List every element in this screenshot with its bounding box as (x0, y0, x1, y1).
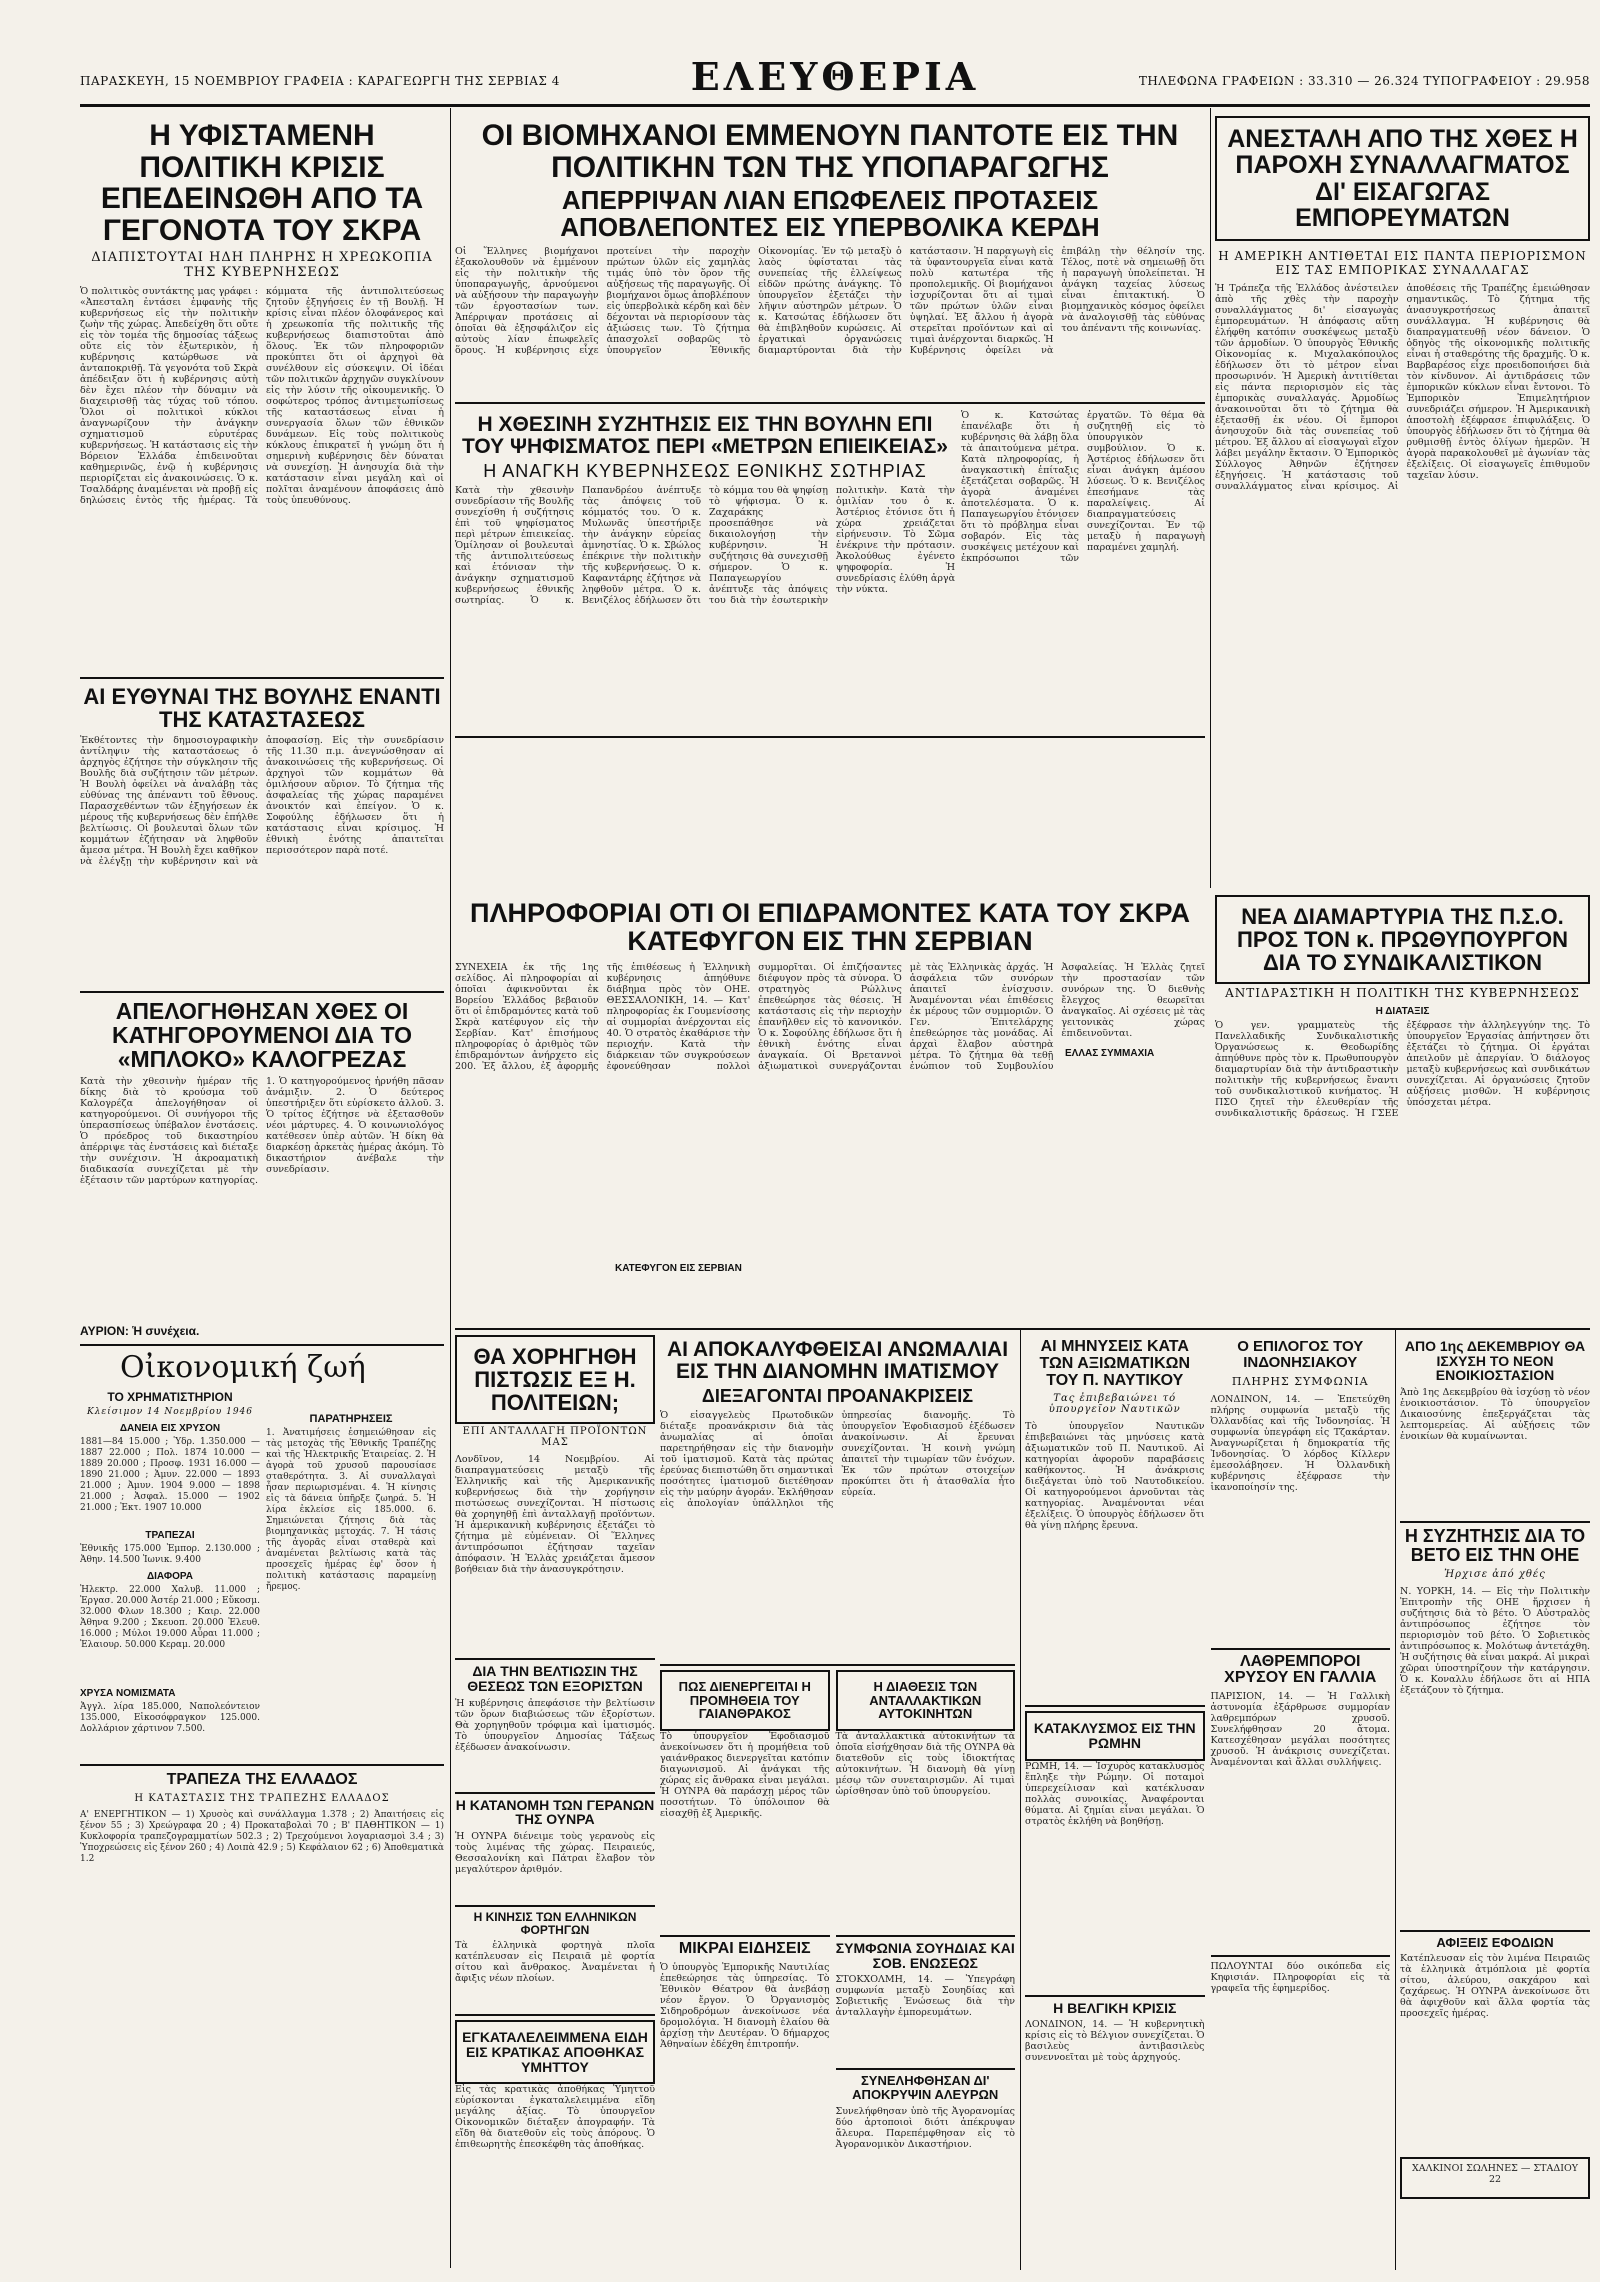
stock-exchange-date: Κλείσιμον 14 Νοεμβρίου 1946 (86, 1407, 254, 1418)
subhead-reactionary-policy: ΑΝΤΙΔΡΑΣΤΙΚΗ Η ΠΟΛΙΤΙΚΗ ΤΗΣ ΚΥΒΕΡΝΗΣΕΩΣ (1225, 986, 1580, 1001)
column-lower-a (455, 1335, 655, 2265)
article-body-sweden: ΣΤΟΚΧΟΛΜΗ, 14. — Ὑπεγράφη συμφωνία μεταξὺ Σουηδίας καὶ Σοβιετικῆς Ἑνώσεως διὰ τὴν ἀνταλλαγὴν ἐμπορευμάτων. (835, 1974, 1015, 2019)
defendants-continuation: ΑΥΡΙΟΝ: Ἡ συνέχεια. (80, 1323, 200, 1338)
headline-exiles: ΔΙΑ ΤΗΝ ΒΕΛΤΙΩΣΙΝ ΤΗΣ ΘΕΣΕΩΣ ΤΩΝ ΕΞΟΡΙΣΤΩΝ (467, 1663, 643, 1694)
article-body-rent: Ἀπὸ 1ης Δεκεμβρίου θὰ ἰσχύσῃ τὸ νέον ἐνοικιοστάσιον. Τὸ ὑπουργεῖον Δικαιοσύνης ἐπεξεργάζεται τὰς λεπτομερείας. Αἱ αὐξήσεις τῶν ἐνοικίων θὰ κυμαίνωνται. (1400, 1387, 1590, 1443)
headline-defendants: ΑΠΕΛΟΓΗΘΗΣΑΝ ΧΘΕΣ ΟΙ ΚΑΤΗΓΟΡΟΥΜΕΝΟΙ ΔΙΑ ΤΟ «ΜΠΛΟΚΟ» ΚΑΛΟΓΡΕΖΑΣ (112, 998, 412, 1073)
article-body-flour: Συνελήφθησαν ὑπὸ τῆς Ἀγορανομίας δύο ἀρτοποιοὶ διότι ἀπέκρυψαν ἄλευρα. Παρεπέμφθησαν εἰς τὸ Ἀγορανομικὸν Δικαστήριον. (835, 2105, 1015, 2150)
subhead-un-veto: Ἠρχισε ἀπό χθές (1444, 1568, 1546, 1580)
misc-table: Ἠλεκτρ. 22.000 Χαλυβ. 11.000 ; Ἐργασ. 20.000 Ἀστέρ 21.000 ; Εὔκοσμ. 32.000 Φλων 18.300 ; Καιρ. 22.000 Ἀθηνα 9.200 ; Σκευοπ. 20.000 Ἐλευθ. 16.000 ; Μύλοι 19.000 Αὖραι 11.000 ; Ἐλαιουρ. 50.000 Κεραμ. 20.000 (80, 1585, 260, 1651)
subhead-investigations: ΔΙΕΞΑΓΟΝΤΑΙ ΠΡΟΑΝΑΚΡΙΣΕΙΣ (701, 1386, 974, 1407)
headline-sweden-ussr: ΣΥΜΦΩΝΙΑ ΣΟΥΗΔΙΑΣ ΚΑΙ ΣΟΒ. ΕΝΩΣΕΩΣ (835, 1939, 1015, 1971)
skra-subsection-serbia: ΚΑΤΕΦΥΓΟΝ ΕΙΣ ΣΕΡΒΙΑΝ (615, 1263, 742, 1274)
article-body-classifieds: ΠΩΛΟΥΝΤΑΙ δύο οικόπεδα εἰς Κηφισιάν. Πληροφορίαι εἰς τὰ γραφεῖα τῆς ἐφημερίδος. (1210, 1961, 1390, 1995)
headline-rome-flood: ΚΑΤΑΚΛΥΣΜΟΣ ΕΙΣ ΤΗΝ ΡΩΜΗΝ (1033, 1720, 1196, 1752)
article-body-freighters: Τὰ ἑλληνικὰ φορτηγὰ πλοῖα κατέπλευσαν εἰς Πειραιᾶ μὲ φορτία σίτου καὶ ἄνθρακος. Ἀναμένεται ἡ ἄφιξις νέων πλοίων. (455, 1940, 655, 1985)
column-right-top (1215, 110, 1590, 890)
column-lower-d (1400, 1335, 1590, 2265)
headline-freighters: Η ΚΙΝΗΣΙΣ ΤΩΝ ΕΛΛΗΝΙΚΩΝ ΦΟΡΤΗΓΩΝ (473, 1910, 637, 1937)
article-body-cranes: Ἡ ΟΥΝΡΑ διένειμε τοὺς γερανοὺς εἰς τοὺς λιμένας τῆς χώρας. Πειραιεύς, Θεσσαλονίκη καὶ Πάτραι ἔλαβον τὸν μεγαλύτερον ἀριθμόν. (455, 1831, 655, 1876)
classified-box: ΧΑΛΚΙΝΟΙ ΣΩΛΗΝΕΣ — ΣΤΑΔΙΟΥ 22 (1411, 2163, 1579, 2186)
article-body-un-veto: Ν. ΥΟΡΚΗ, 14. — Εἰς τὴν Πολιτικὴν Ἐπιτροπὴν τῆς ΟΗΕ ἤρχισεν ἡ συζήτησις διὰ τὸ βέτο. Ὁ Αὐστραλὸς ἀντιπρόσωπος ἐζήτησε τὸν περιορισμὸν τοῦ βέτο. Ὁ Σοβιετικὸς ἀντιπρόσωπος κ. Μολότωφ ἀντετάχθη. Ἡ συζήτησις θὰ εἶναι μακρά. Αἱ μικραὶ χῶραι ὑποστηρίζουν τὴν κατάργησιν. Ὁ κ. Κοναλλυ ἐδήλωσε ὅτι αἱ ΗΠΑ ἐξετάζουν τὸ ζήτημα. (1400, 1585, 1590, 1696)
pso-provision: Η ΔΙΑΤΑΞΙΣ (1375, 1006, 1430, 1018)
column-lower-b (660, 1335, 1015, 2265)
article-body-skra: ΣΥΝΕΧΕΙΑ ἐκ τῆς 1ης σελίδος. Αἱ πληροφορίαι αἱ ὁποῖαι ἀφικνοῦνται ἐκ Βορείου Ἑλλάδος βεβαιοῦν ὅτι οἱ ἐπιδραμόντες κατὰ τοῦ Σκρὰ κατέφυγον εἰς τὴν Σερβίαν. Κατ' ἐπισήμους πληροφορίας ὁ ἀριθμὸς τῶν ἐπιδραμόντων ἀνήρχετο εἰς 200. Ἐξ ἄλλου, ἐξ ἀφορμῆς τῆς ἐπιθέσεως ἡ Ἑλληνικὴ κυβέρνησις ἀπηύθυνε διάβημα πρὸς τὸν ΟΗΕ. ΘΕΣΣΑΛΟΝΙΚΗ, 14. — Κατ' πληροφορίας ἐκ Γουμενίσσης αἱ συμμορίαι ἀνέρχονται εἰς 40. Ὁ στρατὸς ἐκαθάρισε τὴν περιοχήν. Κατὰ τὴν διάρκειαν τῶν συγκρούσεων ἐφονεύθησαν πολλοὶ συμμορῖται. Οἱ ἐπιζήσαντες διέφυγον πρὸς τὰ σύνορα. Ὁ στρατηγὸς Ρώλλινς ἐπεθεώρησε τὰς θέσεις. Ἡ κατάστασις εἰς τὴν περιοχὴν ἐπανῆλθεν εἰς τὸ κανονικόν. Ὁ κ. Σοφούλης ἐδήλωσε ὅτι ἡ ἐθνικὴ ἑνότης εἶναι ἀναγκαία. Οἱ Βρεταννοὶ ἀξιωματικοὶ συνεργάζονται μὲ τὰς Ἑλληνικὰς ἀρχάς. Ἡ ἀσφάλεια τῶν συνόρων ἀπαιτεῖ ἐνίσχυσιν. Ἀναμένονται νέαι ἐπιθέσεις ἐκ μέρους τῶν συμμοριῶν. Ὁ Γεν. Ἐπιτελάρχης ἐπεθεώρησε τὰς μονάδας. Αἱ ἀρχαὶ ἔλαβον αὐστηρὰ μέτρα. Τὸ ζήτημα θὰ τεθῇ ἐνώπιον τοῦ Συμβουλίου Ἀσφαλείας. Ἡ Ἑλλὰς ζητεῖ τὴν προστασίαν τῶν συνόρων της. Ὁ διεθνὴς ἔλεγχος θεωρεῖται ἀναγκαῖος. Αἱ σχέσεις μὲ τὰς γειτονικὰς χώρας ἐπιδεινοῦνται. (455, 961, 1205, 1072)
misc-title: ΔΙΑΦΟΡΑ (146, 1571, 194, 1583)
subhead-political-crisis: ΔΙΑΠΙΣΤΟΥΤΑΙ ΗΔΗ ΠΛΗΡΗΣ Η ΧΡΕΩΚΟΠΙΑ ΤΗΣ ΚΥΒΕΡΝΗΣΕΩΣ (91, 250, 433, 280)
subhead-full-agreement: ΠΛΗΡΗΣ ΣΥΜΦΩΝΙΑ (1231, 1374, 1369, 1388)
headline-credit-usa: ΘΑ ΧΟΡΗΓΗΘΗ ΠΙΣΤΩΣΙΣ ΕΞ Η. ΠΟΛΙΤΕΙΩΝ; (473, 1344, 637, 1416)
article-body-indonesia: ΛΟΝΔΙΝΟΝ, 14. — Ἐπετεύχθη πλήρης συμφωνία μεταξὺ τῆς Ὀλλανδίας καὶ τῆς Ἰνδονησίας. Ἡ συμφωνία ὑπεγράφη εἰς Τζακάρταν. Ἀναγνωρίζεται ἡ δημοκρατία τῆς Ἰνδονησίας. Ὁ λόρδος Κίλλερν ἐμεσολάβησεν. Ἡ Ὀλλανδικὴ κυβέρνησις ἐξέφρασε τὴν ἱκανοποίησίν της. (1210, 1393, 1390, 1493)
headline-cranes: Η ΚΑΤΑΝΟΜΗ ΤΩΝ ΓΕΡΑΝΩΝ ΤΗΣ ΟΥΝΡΑ (455, 1796, 655, 1828)
headline-supplies-arrival: ΑΦΙΞΕΙΣ ΕΦΟΔΙΩΝ (1436, 1934, 1554, 1950)
article-body-navy: Τὸ ὑπουργεῖον Ναυτικῶν ἐπιβεβαιώνει τὰς μηνύσεις κατὰ ἀξιωματικῶν τοῦ Π. Ναυτικοῦ. Αἱ κατηγορίαι ἀφοροῦν παραβάσεις καθήκοντος. Ἡ ἀνάκρισις διεξάγεται ὑπὸ τοῦ Ναυτοδικείου. Οἱ κατηγορούμενοι ἀρνοῦνται τὰς κατηγορίας. Ἀναμένονται νέαι ἐξελίξεις. Ὁ ὑπουργὸς ἐδήλωσεν ὅτι θὰ γίνῃ πλήρης ἔρευνα. (1025, 1421, 1205, 1532)
article-body-foreign-exchange: Ἡ Τράπεζα τῆς Ἑλλάδος ἀνέστειλεν ἀπὸ τῆς χθὲς τὴν παροχὴν συναλλάγματος δι' εἰσαγωγὰς ἐμπορευμάτων. Ἡ ἀπόφασις αὕτη ἐλήφθη κατόπιν συσκέψεως μεταξὺ τῶν ἁρμοδίων. Ὁ ὑπουργὸς Ἐθνικῆς Οἰκονομίας κ. Μιχαλακόπουλος ἐδήλωσεν ὅτι τὸ μέτρον εἶναι προσωρινόν. Ἡ Ἀμερικὴ ἀντιτίθεται εἰς πάντα περιορισμὸν εἰς τὰς ἐμπορικὰς συναλλαγάς. Ἀρμοδίως ἀνακοινοῦται ὅτι τὸ ζήτημα θὰ ἐξετασθῇ ἐκ νέου. Οἱ ἔμποροι ἀνησυχοῦν διὰ τὰς συνεπείας τοῦ μέτρου. Ἐξ ἄλλου αἱ εἰσαγωγαὶ εἴχον λάβει μεγάλην ἔκτασιν. Ὁ Ἐμπορικὸς Σύλλογος Ἀθηνῶν ἐζήτησεν ἐξηγήσεις. Ἡ κατάστασις τοῦ συναλλάγματος εἶναι κρίσιμος. Αἱ ἀποθέσεις τῆς Τραπέζης ἐμειώθησαν σημαντικῶς. Τὸ ζήτημα τῆς ἀνασυγκροτήσεως ἀπαιτεῖ συνάλλαγμα. Ἡ κυβέρνησις θὰ διαπραγματευθῇ νέον δάνειον. Ὁ ὁδηγὸς τῆς οἰκονομικῆς πολιτικῆς εἶναι ἡ σταθερότης τῆς δραχμῆς. Ὁ κ. Βαρβαρέσος εἶχε προειδοποιήσει διὰ τὸν κίνδυνον. Αἱ ἀντιδράσεις τῶν ἐμπορικῶν κύκλων εἶναι ἔντονοι. Τὸ Ἐμπορικὸν Ἐπιμελητήριον συνεδριάζει σήμερον. Ἡ Ἀμερικανικὴ ἀποστολὴ ἐξέφρασε ἐπιφυλάξεις. Ὁ ὑπουργὸς ἐδήλωσεν ὅτι τὸ ζήτημα θὰ ρυθμισθῇ ἐντὸς ὀλίγων ἡμερῶν. Ἡ ἀγορὰ παρακολουθεῖ μὲ ἀγωνίαν τὰς ἐξελίξεις. Οἱ εἰσαγωγεῖς ἐπιθυμοῦν ταχεῖαν λύσιν. (1215, 283, 1590, 492)
section-skra (455, 895, 1205, 1325)
article-body-industrialists: Οἱ Ἕλληνες βιομήχανοι ἐξακολουθοῦν νὰ ἐμμένουν εἰς τὴν πολιτικὴν τῆς ὑποπαραγωγῆς, ἀρνούμενοι νὰ αὐξήσουν τὴν παραγωγὴν τῶν ἐργοστασίων των. Ἀπέρριψαν προτάσεις αἱ ὁποῖαι θὰ ἐξησφάλιζον εἰς αὐτοὺς λίαν ἐπωφελεῖς ὅρους. Ἡ κυβέρνησις εἶχε προτείνει τὴν παροχὴν πρώτων ὑλῶν εἰς χαμηλὰς τιμάς ὑπὸ τὸν ὅρον τῆς αὐξήσεως τῆς παραγωγῆς. Οἱ βιομήχανοι ὅμως ἀποβλέπουν εἰς ὑπερβολικὰ κέρδη καὶ δὲν δέχονται νὰ περιορίσουν τὰς ἀξιώσεις των. Τὸ ζήτημα ἀπασχολεῖ σοβαρῶς τὸ ὑπουργεῖον Ἐθνικῆς Οἰκονομίας. Ἐν τῷ μεταξὺ ὁ λαὸς ὑφίσταται τὰς συνεπείας τῆς ἐλλείψεως εἰδῶν πρώτης ἀνάγκης. Τὸ ὑπουργεῖον ἐξετάζει τὴν λῆψιν αὐστηρῶν μέτρων. Ὁ κ. Κατσώτας ἐδήλωσεν ὅτι θὰ ἐπιβληθοῦν κυρώσεις. Αἱ ἐργατικαὶ ὀργανώσεις διαμαρτύρονται διὰ τὴν κατάστασιν. Ἡ παραγωγὴ εἰς τὰ ὑφαντουργεῖα εἶναι κατὰ πολὺ κατωτέρα τῆς προπολεμικῆς. Οἱ βιομήχανοι ἰσχυρίζονται ὅτι αἱ τιμαὶ τῶν πρώτων ὑλῶν εἶναι ὑψηλαί. Ἐξ ἄλλου ἡ ἀγορὰ στερεῖται προϊόντων καὶ αἱ τιμαὶ ἀνέρχονται διαρκῶς. Ἡ Κυβέρνησις ὀφείλει νὰ ἐπιβάλῃ τὴν θέλησίν της. Τέλος, ποτὲ νὰ σημειωθῇ ὅτι ἡ παραγωγὴ ὑπολείπεται. Ἡ ἀνάγκη ταχείας λύσεως εἶναι ἐπιτακτική. Ὁ βιομηχανικὸς κόσμος ὀφείλει νὰ ἀναλογισθῇ τὰς εὐθύνας του ἀπέναντι τῆς κοινωνίας. (455, 245, 1205, 356)
headline-political-crisis: Η ΥΦΙΣΤΑΜΕΝΗ ΠΟΛΙΤΙΚΗ ΚΡΙΣΙΣ ΕΠΕΔΕΙΝΩΘΗ ΑΠΟ ΤΑ ΓΕΓΟΝΟΤΑ ΤΟΥ ΣΚΡΑ (100, 119, 424, 247)
article-body-pso: Ὁ γεν. γραμματεὺς τῆς Πανελλαδικῆς Συνδικαλιστικῆς Ὀργανώσεως κ. Θεοδωρίδης ἀπηύθυνε πρὸς τὸν κ. Πρωθυπουργὸν διαμαρτυρίαν διὰ τὴν ἀντιδραστικὴν πολιτικὴν τῆς κυβερνήσεως ἔναντι τοῦ συνδικαλιστικοῦ κινήματος. Ἡ ΠΣΟ ζητεῖ τὴν ἐλευθερίαν τῆς συνδικαλιστικῆς δράσεως. Ἡ ΓΣΕΕ ἐξέφρασε τὴν ἀλληλεγγύην της. Τὸ ὑπουργεῖον Ἐργασίας ἀπήντησεν ὅτι ἐξετάζει τὸ ζήτημα. Οἱ ἐργάται ἀπειλοῦν μὲ ἀπεργίαν. Ὁ διάλογος μεταξὺ κυβερνήσεως καὶ συνδικάτων συνεχίζεται. Αἱ ὀργανώσεις ζητοῦν αὐξήσεις μισθῶν. Ἡ κυβέρνησις ὑπόσχεται μέτρα. (1215, 1020, 1590, 1120)
gold-coins-title: ΧΡΥΣΑ ΝΟΜΙΣΜΑΤΑ (80, 1688, 176, 1700)
article-body-industrialists-cont: Ὁ κ. Κατσώτας ἐπανέλαβε ὅτι ἡ κυβέρνησις θὰ λάβῃ ὅλα τὰ ἀπαιτούμενα μέτρα. Κατὰ πληροφορίας, ἡ ἀναγκαστικὴ ἐπίταξις ἐξετάζεται σοβαρῶς. Ἡ ἀγορὰ ἀναμένει ἀποτελέσματα. Ὁ κ. Παπαγεωργίου ἐτόνισεν ὅτι τὸ πρόβλημα εἶναι σοβαρόν. Εἰς τὰς συσκέψεις μετέχουν καὶ ἐκπρόσωποι τῶν ἐργατῶν. Τὸ θέμα θὰ συζητηθῇ εἰς τὸ ὑπουργικὸν συμβούλιον. Ὁ κ. Ἀστέριος ἐδήλωσεν ὅτι εἶναι ἀνάγκη ἀμέσου λύσεως. Ὁ κ. Βενιζέλος ἐπεσήμανε τὰς παραλείψεις. Αἱ διαπραγματεύσεις συνεχίζονται. Ἐν τῷ μεταξὺ ἡ παραγωγὴ παραμένει χαμηλή. (961, 409, 1205, 564)
gold-loans-table: 1881—84 15.000 ; Ὑδρ. 1.350.000 — 1887 22.000 ; Πολ. 1874 10.000 — 1889 20.000 ; Προσφ. 1931 16.000 — 1890 21.000 ; Ἀμυν. 22.000 — 1893 21.000 ; Ἀμυν. 1904 9.000 — 1898 21.000 ; Ἀσφαλ. 15.000 — 1902 21.000 ; Ἐκτ. 1907 10.000 (80, 1437, 260, 1514)
headline-parliament-responsibility: ΑΙ ΕΥΘΥΝΑΙ ΤΗΣ ΒΟΥΛΗΣ ΕΝΑΝΤΙ ΤΗΣ ΚΑΤΑΣΤΑΣΕΩΣ (83, 684, 441, 733)
article-body-abandoned-goods: Εἰς τὰς κρατικὰς ἀποθήκας Ὑμηττοῦ εὑρίσκονται ἐγκαταλελειμμένα εἴδη μεγάλης ἀξίας. Τὸ ὑπουργεῖον Οἰκονομικῶν διέταξεν ἀπογραφήν. Τὰ εἴδη θὰ διατεθοῦν εἰς τοὺς ἀπόρους. Ὁ ἐπιθεωρητὴς ἐπεσκέφθη τὰς ἀποθήκας. (455, 2084, 655, 2151)
article-body-credit-usa: Λονδῖνον, 14 Νοεμβρίου. Αἱ διαπραγματεύσεις μεταξὺ τῆς Ἑλληνικῆς καὶ τῆς Ἀμερικανικῆς κυβερνήσεως διὰ τὴν χορήγησιν πιστώσεως συνεχίζονται. Ἡ πίστωσις θὰ χορηγηθῇ ἐπὶ ἀνταλλαγῇ προϊόντων. Ἡ ἀμερικανικὴ κυβέρνησις ἐξετάζει τὸ ζήτημα μὲ εὐμένειαν. Οἱ Ἕλληνες ἀντιπρόσωποι ἐζήτησαν ταχεῖαν ἀπόφασιν. Ἡ Ἑλλὰς χρειάζεται ἄμεσον βοήθειαν διὰ τὴν ἀνασυγκρότησιν. (455, 1454, 655, 1576)
subhead-industrialists: ΑΠΕΡΡΙΨΑΝ ΛΙΑΝ ΕΠΩΦΕΛΕΙΣ ΠΡΟΤΑΣΕΙΣ ΑΠΟΒΛΕΠΟΝΤΕΣ ΕΙΣ ΥΠΕΡΒΟΛΙΚΑ ΚΕΡΔΗ (560, 185, 1100, 243)
article-body-exiles: Ἡ κυβέρνησις ἀπεφάσισε τὴν βελτίωσιν τῶν ὅρων διαβιώσεως τῶν ἐξορίστων. Θὰ χορηγηθοῦν τρόφιμα καὶ ἱματισμός. Τὸ ὑπουργεῖον Δημοσίας Τάξεως ἐξέδωσεν ἀνακοίνωσιν. (455, 1697, 655, 1753)
subhead-navy-suits: Τας ἐπιβεβαιώνει τό ὑπουργεῖον Ναυτικῶν (1048, 1393, 1181, 1416)
bank-of-greece-table: Α' ΕΝΕΡΓΗΤΙΚΟΝ — 1) Χρυσὸς καὶ συνάλλαγμα 1.378 ; 2) Ἀπαιτήσεις εἰς ξένον 55 ; 3) Χρεώγραφα 20 ; 4) Προκαταβολαὶ 70 ; Β' ΠΑΘΗΤΙΚΟΝ — 1) Κυκλοφορία τραπεζογραμματίων 502.3 ; 2) Τρεχούμενοι λογαριασμοὶ 3.4 ; 3) Ὑποχρεώσεις εἰς ξένον 260 ; 4) Λοιπὰ 42.9 ; 5) Κεφάλαιον 62 ; 6) Ἀποθεματικὰ 1.2 (80, 1809, 444, 1864)
headline-pso-protest: ΝΕΑ ΔΙΑΜΑΡΤΥΡΙΑ ΤΗΣ Π.Σ.Ο. ΠΡΟΣ ΤΟΝ κ. ΠΡΩΘΥΠΟΥΡΓΟΝ ΔΙΑ ΤΟ ΣΥΝΔΙΚΑΛΙΣΤΙΚΟΝ (1237, 904, 1568, 976)
subhead-credit-usa: ΕΠΙ ΑΝΤΑΛΛΑΓΗ ΠΡΟΪΟΝΤΩΝ ΜΑΣ (462, 1426, 648, 1449)
article-body-rome: ΡΩΜΗ, 14. — Ἰσχυρὸς κατακλυσμὸς ἔπληξε τὴν Ρώμην. Οἱ ποταμοὶ ὑπερεχείλισαν καὶ κατέκλυσαν πολλὰς συνοικίας. Ἀναφέρονται θύματα. Αἱ ζημίαι εἶναι μεγάλαι. Ὁ στρατὸς ἐκλήθη νὰ βοηθήσῃ. (1025, 1760, 1205, 1827)
article-body-defendants: Κατὰ τὴν χθεσινὴν ἡμέραν τῆς δίκης διὰ τὸ κρούσμα τοῦ Καλογρέζα ἀπελογήθησαν οἱ κατηγορούμενοι. Οἱ συνήγοροι τῆς ὑπερασπίσεως ὑπέβαλον ἐνστάσεις. Ὁ πρόεδρος τοῦ δικαστηρίου ἀπέρριψε τὰς ἐνστάσεις καὶ διέταξε τὴν συνέχισιν. Ἡ ἀκροαματικὴ διαδικασία συνεχίζεται μὲ τὴν ἐξέτασιν τῶν μαρτύρων κατηγορίας. 1. Ὁ κατηγορούμενος ἠρνήθη πᾶσαν ἀνάμιξιν. 2. Ὁ δεύτερος ὑπεστήριξεν ὅτι εὑρίσκετο ἀλλοῦ. 3. Ὁ τρίτος ἐζήτησε νὰ ἐξετασθοῦν νέοι μάρτυρες. 4. Ὁ κοινωνιολόγος κατέθεσεν ὑπὲρ αὐτῶν. Ἡ δίκη θὰ διαρκέσῃ ἀρκετὰς ἡμέρας ἀκόμη. Τὸ δικαστήριον ἀνέβαλε τὴν συνεδρίασιν. (80, 1075, 444, 1186)
subhead-america-trade: Η ΑΜΕΡΙΚΗ ΑΝΤΙΘΕΤΑΙ ΕΙΣ ΠΑΝΤΑ ΠΕΡΙΟΡΙΣΜΟΝ ΕΙΣ ΤΑΣ ΕΜΠΟΡΙΚΑΣ ΣΥΝΑΛΛΑΓΑΣ (1218, 249, 1587, 277)
article-body-parliament: Ἐκθέτοντες τὴν δημοσιογραφικὴν ἀντίληψιν τὴς καταστάσεως ὁ ἀρχηγὸς ἐζήτησε τὴν σύγκλησιν τῆς Βουλῆς διὰ συζήτησιν τῶν μέτρων. Ἡ Βουλὴ ὀφείλει νὰ ἀναλάβῃ τὰς εὐθύνας της ἀπέναντι τοῦ ἔθνους. Παρασχεθέντων τῶν ἐξηγήσεων ἐκ μέρους τῆς κυβερνήσεως δὲν ἐπήλθε βελτίωσις. Οἱ βουλευταὶ ὅλων τῶν κομμάτων ἐζήτησαν νὰ ληφθοῦν ἄμεσα μέτρα. Ἡ Βουλὴ ἔχει καθῆκον νὰ ἐλέγξῃ τὴν κυβέρνησιν καὶ νὰ ἀποφασίσῃ. Εἰς τὴν συνεδρίασιν τῆς 11.30 π.μ. ἀνεγνώσθησαν αἱ ἀνακοινώσεις τῆς κυβερνήσεως. Οἱ ἀρχηγοὶ τῶν κομμάτων θὰ ὁμιλήσουν αὔριον. Τὸ ζήτημα τῆς ἀσφαλείας τῆς χώρας παραμένει ἀνοικτόν καὶ ἐπείγον. Ὁ κ. Σοφούλης ἐδήλωσεν ὅτι ἡ κατάστασις εἶναι κρίσιμος. Ἡ ἐθνικὴ ἑνότης ἀπαιτεῖται περισσότερον παρὰ ποτέ. (80, 735, 444, 868)
masthead (80, 54, 1590, 107)
gold-loans-title: ΔΑΝΕΙΑ ΕΙΣ ΧΡΥΣΟΝ (119, 1423, 221, 1435)
gold-coins-text: Ἀγγλ. λίρα 185.000, Ναπολεόντειον 135.000, Εἰκοσόφραγκον 125.000. Δολλάριον χάρτινον 7.500. (80, 1702, 260, 1735)
observations-title: ΠΑΡΑΤΗΡΗΣΕΙΣ (309, 1413, 393, 1426)
article-body-car-parts: Τὰ ἀνταλλακτικὰ αὐτοκινήτων τὰ ὁποῖα εἰσήχθησαν διὰ τῆς ΟΥΝΡΑ θὰ διατεθοῦν εἰς τοὺς ἰδιοκτήτας αὐτοκινήτων. Ἡ διανομὴ θὰ γίνῃ μέσῳ τῶν συνεταιρισμῶν. Αἱ τιμαὶ ὡρίσθησαν ὑπὸ τοῦ ὑπουργείου. (835, 1730, 1015, 1797)
article-body-political-crisis: Ὁ πολιτικὸς συντάκτης μας γράφει : «Ἀπεσταλη ἐντάσει ἐμφανὴς τῆς κυβερνήσεως εἰς τὴν πολιτικὴν ζωὴν τῆς χώρας. Ἀπεδείχθη ὅτι οὔτε εἰς τὸν τομέα τῆς δημοσίας τάξεως οὔτε εἰς τὸν ἐξωτερικὸν, ἡ κυβέρνησις κατώρθωσε νὰ ἀνταποκριθῇ. Τὰ γεγονότα τοῦ Σκρὰ ἀπέδειξαν ὅτι ἡ κυβέρνησις αὐτὴ δὲν ἔχει πλέον τὴν δύναμιν νὰ διαχειρισθῇ τὰς τύχας τοῦ τόπου. Ὅλοι οἱ πολιτικοὶ κύκλοι ἀναγνωρίζουν τὴν ἀνάγκην σχηματισμοῦ εὐρυτέρας κυβερνήσεως. Ἡ κατάστασις εἰς τὴν Βόρειον Ἑλλάδα ἐπιδεινοῦται καθημερινῶς, ἐνῷ ἡ κυβέρνησις περιορίζεται εἰς ἀνακοινώσεις. Ὁ κ. Τσαλδάρης ἀναμένεται νὰ προβῇ εἰς δηλώσεις ἐντὸς τῆς ἡμέρας. Τὰ κόμματα τῆς ἀντιπολιτεύσεως ζητοῦν ἐξηγήσεις ἐν τῇ Βουλῇ. Ἡ κρίσις εἶναι πλέον ὁλοφάνερος καὶ ἡ χρεωκοπία τῆς πολιτικῆς τῆς κυβερνήσεως διαπιστοῦται ἀπὸ ὅλους. Ἐκ τῶν πληροφοριῶν προκύπτει ὅτι οἱ ἀρχηγοὶ θὰ συνέλθουν εἰς σύσκεψιν. Οἱ ἰδέαι τῶν πολιτικῶν ἀρχηγῶν συγκλίνουν εἰς τὴν λύσιν τῆς οἰκουμενικῆς. Ὁ σοφώτερος τρόπος ἀντιμετωπίσεως τῆς καταστάσεως εἶναι ἡ συνεργασία ὅλων τῶν ἐθνικῶν δυνάμεων. Εἰς τοὺς πολιτικοὺς κύκλους ἐπικρατεῖ ἡ γνώμη ὅτι ἡ σημερινὴ κυβέρνησις δὲν δύναται νὰ συνεχίσῃ. Ἡ ἀνησυχία διὰ τὴν κατάστασιν εἶναι μεγάλη καὶ οἱ πολῖται ἀναμένουν ἀποφάσεις ἀπὸ τοὺς ὑπευθύνους. (80, 286, 444, 506)
newspaper-title: ΕΛΕΥΘΕΡΙΑ (690, 54, 980, 99)
headline-un-veto: Η ΣΥΖΗΤΗΣΙΣ ΔΙΑ ΤΟ ΒΕΤΟ ΕΙΣ ΤΗΝ ΟΗΕ (1404, 1526, 1586, 1565)
headline-navy-suits: ΑΙ ΜΗΝΥΣΕΙΣ ΚΑΤΑ ΤΩΝ ΑΞΙΩΜΑΤΙΚΩΝ ΤΟΥ Π. ΝΑΥΤΙΚΟΥ (1039, 1338, 1191, 1389)
article-body-smugglers: ΠΑΡΙΣΙΟΝ, 14. — Ἡ Γαλλικὴ ἀστυνομία ἐξάρθρωσε συμμορίαν λαθρεμπόρων χρυσοῦ. Συνελήφθησαν 20 ἄτομα. Κατεσχέθησαν μεγάλαι ποσότητες χρυσοῦ. Ἡ ἀνάκρισις συνεχίζεται. Ἀναμένονται καὶ ἄλλαι συλλήψεις. (1210, 1691, 1390, 1769)
article-body-supplies: Κατέπλευσαν εἰς τὸν λιμένα Πειραιῶς τὰ ἑλληνικὰ ἀτμόπλοια μὲ φορτία σίτου, ἀλεύρου, σακχάρου καὶ ζαχάρεως. Ἡ ΟΥΝΡΑ ἀνεκοίνωσε ὅτι θὰ ἀφιχθοῦν καὶ ἄλλα φορτία τὰς προσεχεῖς ἡμέρας. (1400, 1953, 1590, 2020)
article-body-coal: Τὸ ὑπουργεῖον Ἐφοδιασμοῦ ἀνεκοίνωσεν ὅτι ἡ προμήθεια τοῦ γαιάνθρακος διενεργεῖται κατόπιν διαγωνισμοῦ. Αἱ ἀνάγκαι τῆς χώρας εἰς ἄνθρακα εἶναι μεγάλαι. Ἡ ΟΥΝΡΑ θὰ παράσχῃ μέρος τῶν ποσοτήτων. Τὸ ὑπόλοιπον θὰ εἰσαχθῇ ἐξ Ἀμερικῆς. (660, 1730, 830, 1819)
headline-belgian-crisis: Η ΒΕΛΓΙΚΗ ΚΡΙΣΙΣ (1053, 1999, 1177, 2016)
headline-rent-control: ΑΠΟ 1ης ΔΕΚΕΜΒΡΙΟΥ ΘΑ ΙΣΧΥΣΗ ΤΟ ΝΕΟΝ ΕΝΟΙΚΙΟΣΤΑΣΙΟΝ (1404, 1338, 1586, 1384)
column-lower-c (1025, 1335, 1390, 2265)
masthead-phones: ΤΗΛΕΦΩΝΑ ΓΡΑΦΕΙΩΝ : 33.310 — 26.324 ΤΥΠΟΓΡΑΦΕΙΟΥ : 29.958 (1138, 74, 1590, 88)
column-middle (455, 110, 1205, 890)
headline-car-parts: Η ΔΙΑΘΕΣΙΣ ΤΩΝ ΑΝΤΑΛΛΑΚΤΙΚΩΝ ΑΥΤΟΚΙΝΗΤΩΝ (869, 1678, 982, 1722)
headline-short-news: ΜΙΚΡΑΙ ΕΙΔΗΣΕΙΣ (678, 1939, 811, 1957)
column-right-mid (1215, 895, 1590, 1325)
headline-skra-serbia: ΠΛΗΡΟΦΟΡΙΑΙ ΟΤΙ ΟΙ ΕΠΙΔΡΑΜΟΝΤΕΣ ΚΑΤΑ ΤΟΥ ΣΚΡΑ ΚΑΤΕΦΥΓΟΝ ΕΙΣ ΤΗΝ ΣΕΡΒΙΑΝ (469, 898, 1191, 957)
headline-indonesia: Ο ΕΠΙΛΟΓΟΣ ΤΟΥ ΙΝΔΟΝΗΣΙΑΚΟΥ (1237, 1338, 1364, 1371)
article-body-short-news: Ὁ ὑπουργὸς Ἐμπορικῆς Ναυτιλίας ἐπεθεώρησε τὰς ὑπηρεσίας. Τὸ Ἐθνικὸν Θέατρον θὰ ἀνεβάσῃ νέον ἔργον. Ὁ Ὀργανισμὸς Σιδηροδρόμων ἀνεκοίνωσε νέα δρομολόγια. Ἡ διανομὴ ἐλαίου θὰ ἀρχίσῃ τὴν Δευτέραν. Ὁ δήμαρχος Ἀθηναίων ἐδέχθη ἐπιτροπήν. (660, 1961, 830, 2050)
article-body-parliament-debate: Κατὰ τὴν χθεσινὴν συνεδρίασιν τῆς Βουλῆς συνεχίσθη ἡ συζήτησις ἐπὶ τοῦ ψηφίσματος περὶ μέτρων ἐπιεικείας. Ὁμίλησαν οἱ βουλευταὶ τῆς ἀντιπολιτεύσεως καὶ ἐτόνισαν τὴν ἀνάγκην σχηματισμοῦ κυβερνήσεως ἐθνικῆς σωτηρίας. Ὁ κ. Παπανδρέου ἀνέπτυξε τὰς ἀπόψεις τοῦ κόμματός του. Ὁ κ. Μυλωνᾶς ὑπεστήριξε τὴν ἀνάγκην εὐρείας ἀμνηστίας. Ὁ κ. Σβώλος ἐπέκρινε τὴν πολιτικὴν τῆς κυβερνήσεως. Ὁ κ. Καφαντάρης ἐζήτησε νὰ ληφθοῦν μέτρα. Ὁ κ. Βενιζέλος ἐδήλωσεν ὅτι τὸ κόμμα του θὰ ψηφίσῃ τὸ ψήφισμα. Ὁ κ. Ζαχαράκης προσεπάθησε νὰ δικαιολογήσῃ τὴν κυβέρνησιν. Ἡ συζήτησις θὰ συνεχισθῇ σήμερον. Ὁ κ. Παπαγεωργίου ἀνέπτυξε τὰς ἀπόψεις του διὰ τὴν ἐσωτερικὴν πολιτικὴν. Κατὰ τὴν ὁμιλίαν του ὁ κ. Ἀστέριος ἐτόνισε ὅτι ἡ χώρα χρειάζεται εἰρήνευσιν. Τὸ Σῶμα ἐνέκρινε τὴν πρότασιν. Ἀκολούθως ἐγένετο ψηφοφορία. Ἡ συνεδρίασις ἐλύθη ἀργὰ τὴν νύκτα. (455, 484, 955, 606)
headline-gold-smugglers: ΛΑΘΡΕΜΠΟΡΟΙ ΧΡΥΣΟΥ ΕΝ ΓΑΛΛΙΑ (1224, 1652, 1377, 1687)
skra-subsection-ellas: ΕΛΛΑΣ ΣΥΜΜΑΧΙΑ (1065, 1048, 1155, 1059)
stock-exchange-title: ΤΟ ΧΡΗΜΑΤΙΣΤΗΡΙΟΝ (107, 1390, 233, 1405)
headline-clothing-anomalies: ΑΙ ΑΠΟΚΑΛΥΦΘΕΙΣΑΙ ΑΝΩΜΑΛΙΑΙ ΕΙΣ ΤΗΝ ΔΙΑΝΟΜΗΝ ΙΜΑΤΙΣΜΟΥ (666, 1338, 1009, 1384)
headline-parliament-debate: Η ΧΘΕΣΙΝΗ ΣΥΖΗΤΗΣΙΣ ΕΙΣ ΤΗΝ ΒΟΥΛΗΝ ΕΠΙ ΤΟΥ ΨΗΦΙΣΜΑΤΟΣ ΠΕΡΙ «ΜΕΤΡΩΝ ΕΠΙΕΙΚΕΙΑΣ» (461, 412, 948, 458)
column-left (80, 110, 444, 2270)
observations-text: 1. Ἀνατιμήσεις ἐσημειώθησαν εἰς τὰς μετοχὰς τῆς Ἐθνικῆς Τραπέζης καὶ τῆς Ἠλεκτρικῆς Ἑταιρείας. 2. Ἡ ἀγορὰ τοῦ χρυσοῦ παρουσίασε σταθερότητα. 3. Αἱ συναλλαγαὶ ἦσαν περιωρισμέναι. 4. Ἡ κίνησις εἰς τὰ δάνεια ὑπῆρξε ζωηρά. 5. Ἡ λίρα ἐκλείσε εἰς 185.000. 6. Σημειώνεται ζήτησις διὰ τὰς βιομηχανικὰς μετοχάς. 7. Ἡ τάσις τῆς ἀγορᾶς εἶναι σταθερὰ καὶ ἀναμένεται βελτίωσις κατὰ τὰς προσεχεῖς ἡμέρας ἐφ' ὅσον ἡ πολιτικὴ κατάστασις παραμείνῃ ἤρεμος. (266, 1428, 436, 1593)
masthead-dateline: ΠΑΡΑΣΚΕΥΗ, 15 ΝΟΕΜΒΡΙΟΥ ΓΡΑΦΕΙΑ : ΚΑΡΑΓΕΩΡΓΗ ΤΗΣ ΣΕΡΒΙΑΣ 4 (80, 74, 560, 88)
bank-of-greece-title: ΤΡΑΠΕΖΑ ΤΗΣ ΕΛΛΑΔΟΣ (166, 1771, 358, 1789)
headline-industrialists: ΟΙ ΒΙΟΜΗΧΑΝΟΙ ΕΜΜΕΝΟΥΝ ΠΑΝΤΟΤΕ ΕΙΣ ΤΗΝ ΠΟΛΙΤΙΚΗΝ ΤΩΝ ΤΗΣ ΥΠΟΠΑΡΑΓΩΓΗΣ (481, 119, 1179, 184)
subhead-national-salvation: Η ΑΝΑΓΚΗ ΚΥΒΕΡΝΗΣΕΩΣ ΕΘΝΙΚΗΣ ΣΩΤΗΡΙΑΣ (483, 460, 927, 481)
headline-flour-arrests: ΣΥΝΕΛΗΦΘΗΣΑΝ ΔΙ' ΑΠΟΚΡΥΨΙΝ ΑΛΕΥΡΩΝ (852, 2073, 999, 2102)
banks-table: Ἐθνικῆς 175.000 Ἐμπορ. 2.130.000 ; Ἀθην. 14.500 Ἰωνικ. 9.400 (80, 1544, 260, 1566)
article-body-clothing: Ὁ εἰσαγγελεὺς Πρωτοδικῶν διέταξε προανάκρισιν διὰ τὰς ἀνωμαλίας αἱ ὁποῖαι παρετηρήθησαν εἰς τὴν διανομὴν τοῦ ἱματισμοῦ. Κατὰ τὰς πρώτας ἐρεύνας διεπιστώθη ὅτι σημαντικαὶ ποσότητες ἱματισμοῦ διετέθησαν εἰς τὴν μαύρην ἀγοράν. Ἐκλήθησαν εἰς ἀπολογίαν ὑπάλληλοι τῆς ὑπηρεσίας διανομῆς. Τὸ ὑπουργεῖον Ἐφοδιασμοῦ ἐξέδωσεν ἀνακοίνωσιν. Αἱ ἔρευναι συνεχίζονται. Ἡ κοινὴ γνώμη ἀπαιτεῖ τὴν τιμωρίαν τῶν ἐνόχων. Ἐκ τῶν πρώτων στοιχείων προκύπτει ὅτι ἡ ἀτασθαλία ἦτο εὐρεία. (660, 1409, 1015, 1509)
bank-of-greece-sub: Η ΚΑΤΑΣΤΑΣΙΣ ΤΗΣ ΤΡΑΠΕΖΗΣ ΕΛΛΑΔΟΣ (134, 1792, 390, 1804)
section-economic-life: Οἰκονομική ζωή (120, 1349, 366, 1385)
article-body-belgian: ΛΟΝΔΙΝΟΝ, 14. — Ἡ κυβερνητικὴ κρίσις εἰς τὸ Βέλγιον συνεχίζεται. Ὁ βασιλεὺς ἀντιβασιλεὺς συνεννοεῖται μὲ τοὺς ἀρχηγούς. (1025, 2019, 1205, 2064)
headline-coal-supply: ΠΩΣ ΔΙΕΝΕΡΓΕΙΤΑΙ Η ΠΡΟΜΗΘΕΙΑ ΤΟΥ ΓΑΙΑΝΘΡΑΚΟΣ (678, 1678, 811, 1722)
headline-abandoned-goods: ΕΓΚΑΤΑΛΕΛΕΙΜΜΕΝΑ ΕΙΔΗ ΕΙΣ ΚΡΑΤΙΚΑΣ ΑΠΟΘΗΚΑΣ ΥΜΗΤΤΟΥ (462, 2029, 648, 2075)
banks-title: ΤΡΑΠΕΖΑΙ (145, 1530, 195, 1542)
headline-foreign-exchange: ΑΝΕΣΤΑΛΗ ΑΠΟ ΤΗΣ ΧΘΕΣ Η ΠΑΡΟΧΗ ΣΥΝΑΛΛΑΓΜΑΤΟΣ ΔΙ' ΕΙΣΑΓΩΓΑΣ ΕΜΠΟΡΕΥΜΑΤΩΝ (1227, 125, 1578, 232)
